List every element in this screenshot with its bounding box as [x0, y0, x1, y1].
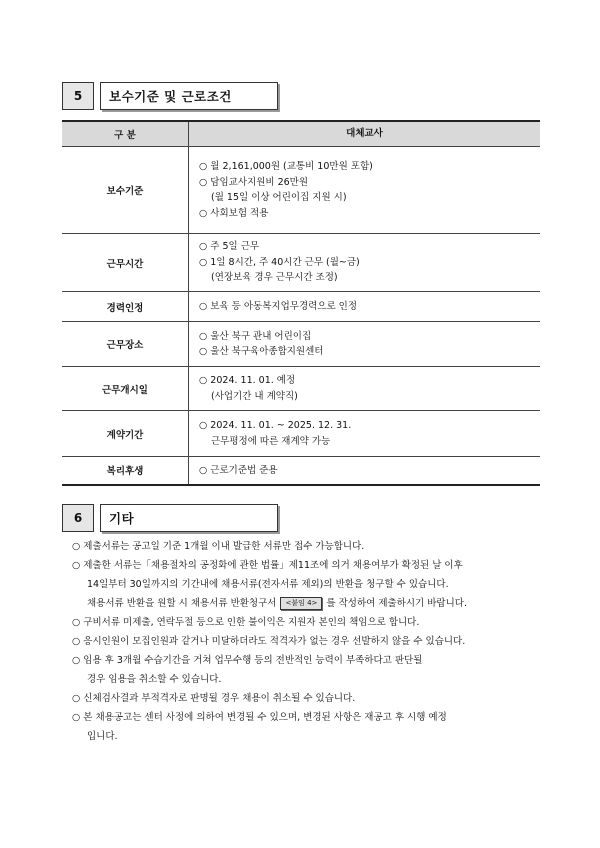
attachment-tag: <붙임 4> [280, 597, 322, 610]
table-row [62, 367, 540, 411]
list-item: ○ 구비서류 미제출, 연락두절 등으로 인한 불이익은 지원자 본인의 책임으로 합니다. [72, 617, 420, 628]
section-number: 6 [62, 504, 94, 532]
row-label: 근무시간 [62, 234, 189, 292]
table-row [62, 292, 540, 322]
list-item [72, 594, 552, 613]
row-label: 계약기간 [62, 411, 189, 457]
note-text: 채용서류 반환을 원할 시 채용서류 반환청구서 [87, 598, 277, 609]
table-row [62, 411, 540, 457]
row-value [189, 322, 541, 367]
row-line: ○ 월 2,161,000원 (교통비 10만원 포함) [199, 161, 373, 172]
table-row [62, 457, 540, 485]
row-label: 근무개시일 [62, 367, 189, 411]
section-title: 보수기준 및 근로조건 [100, 82, 278, 110]
table-row [62, 147, 540, 234]
list-item: 입니다. [87, 731, 118, 742]
row-line: (월 15일 이상 어린이집 지원 시) [211, 192, 347, 203]
row-line: ○ 울산 북구육아종합지원센터 [199, 346, 324, 357]
table-row [62, 234, 540, 292]
section-6-header [62, 504, 278, 532]
row-line: ○ 보육 등 아동복지업무경력으로 인정 [199, 300, 358, 312]
row-line: ○ 근로기준법 준용 [199, 464, 278, 476]
list-item: ○ 임용 후 3개월 수습기간을 거쳐 업무수행 등의 전반적인 능력이 부족하다고 판단될 [72, 655, 423, 666]
table-header-row [62, 121, 540, 147]
table-row [62, 322, 540, 367]
working-conditions-table [62, 120, 540, 486]
row-line: ○ 담임교사지원비 26만원 [199, 176, 309, 188]
row-value [189, 367, 541, 411]
list-item: ○ 본 채용공고는 센터 사정에 의하여 변경될 수 있으며, 변경된 사항은 재공고 후 시행 예정 [72, 712, 447, 723]
row-line: (사업기간 내 계약직) [211, 390, 298, 402]
row-value [189, 147, 541, 234]
row-label: 보수기준 [62, 147, 189, 234]
header-category: 구 분 [62, 121, 189, 147]
list-item: 경우 임용을 취소할 수 있습니다. [87, 674, 222, 685]
row-line: 근무평정에 따른 재계약 가능 [211, 435, 331, 447]
row-line: ○ 울산 북구 관내 어린이집 [199, 330, 312, 342]
row-value [189, 411, 541, 457]
row-line: ○ 2024. 11. 01. 예정 [199, 375, 296, 386]
notes-list [72, 537, 552, 746]
list-item: ○ 제출서류는 공고일 기준 1개월 이내 발급한 서류만 접수 가능합니다. [72, 541, 365, 552]
note-text: 를 작성하여 제출하시기 바랍니다. [326, 598, 467, 609]
row-line: ○ 1일 8시간, 주 40시간 근무 (월~금) [199, 256, 360, 268]
row-label: 경력인정 [62, 292, 189, 322]
row-value [189, 292, 541, 322]
header-column: 대체교사 [189, 121, 541, 147]
row-value [189, 457, 541, 485]
row-line: (연장보육 경우 근무시간 조정) [211, 272, 338, 284]
list-item: ○ 제출한 서류는「채용절차의 공정화에 관한 법률」제11조에 의거 채용여부가 확정된 날 이후 [72, 560, 463, 571]
section-number: 5 [62, 82, 94, 110]
row-label: 근무장소 [62, 322, 189, 367]
list-item: ○ 신체검사결과 부적격자로 판명될 경우 채용이 취소될 수 있습니다. [72, 693, 356, 704]
row-line: ○ 2024. 11. 01. ~ 2025. 12. 31. [199, 420, 352, 431]
row-label: 복리후생 [62, 457, 189, 485]
row-line: ○ 사회보험 적용 [199, 207, 269, 219]
section-5-header [62, 82, 278, 110]
list-item: 14일부터 30일까지의 기간내에 채용서류(전자서류 제외)의 반환을 청구할 수 있습니다. [87, 579, 449, 590]
list-item: ○ 응시인원이 모집인원과 같거나 미달하더라도 적격자가 없는 경우 선발하지 않을 수 있습니다. [72, 636, 466, 647]
section-title: 기타 [100, 504, 278, 532]
row-value [189, 234, 541, 292]
row-line: ○ 주 5일 근무 [199, 241, 260, 253]
